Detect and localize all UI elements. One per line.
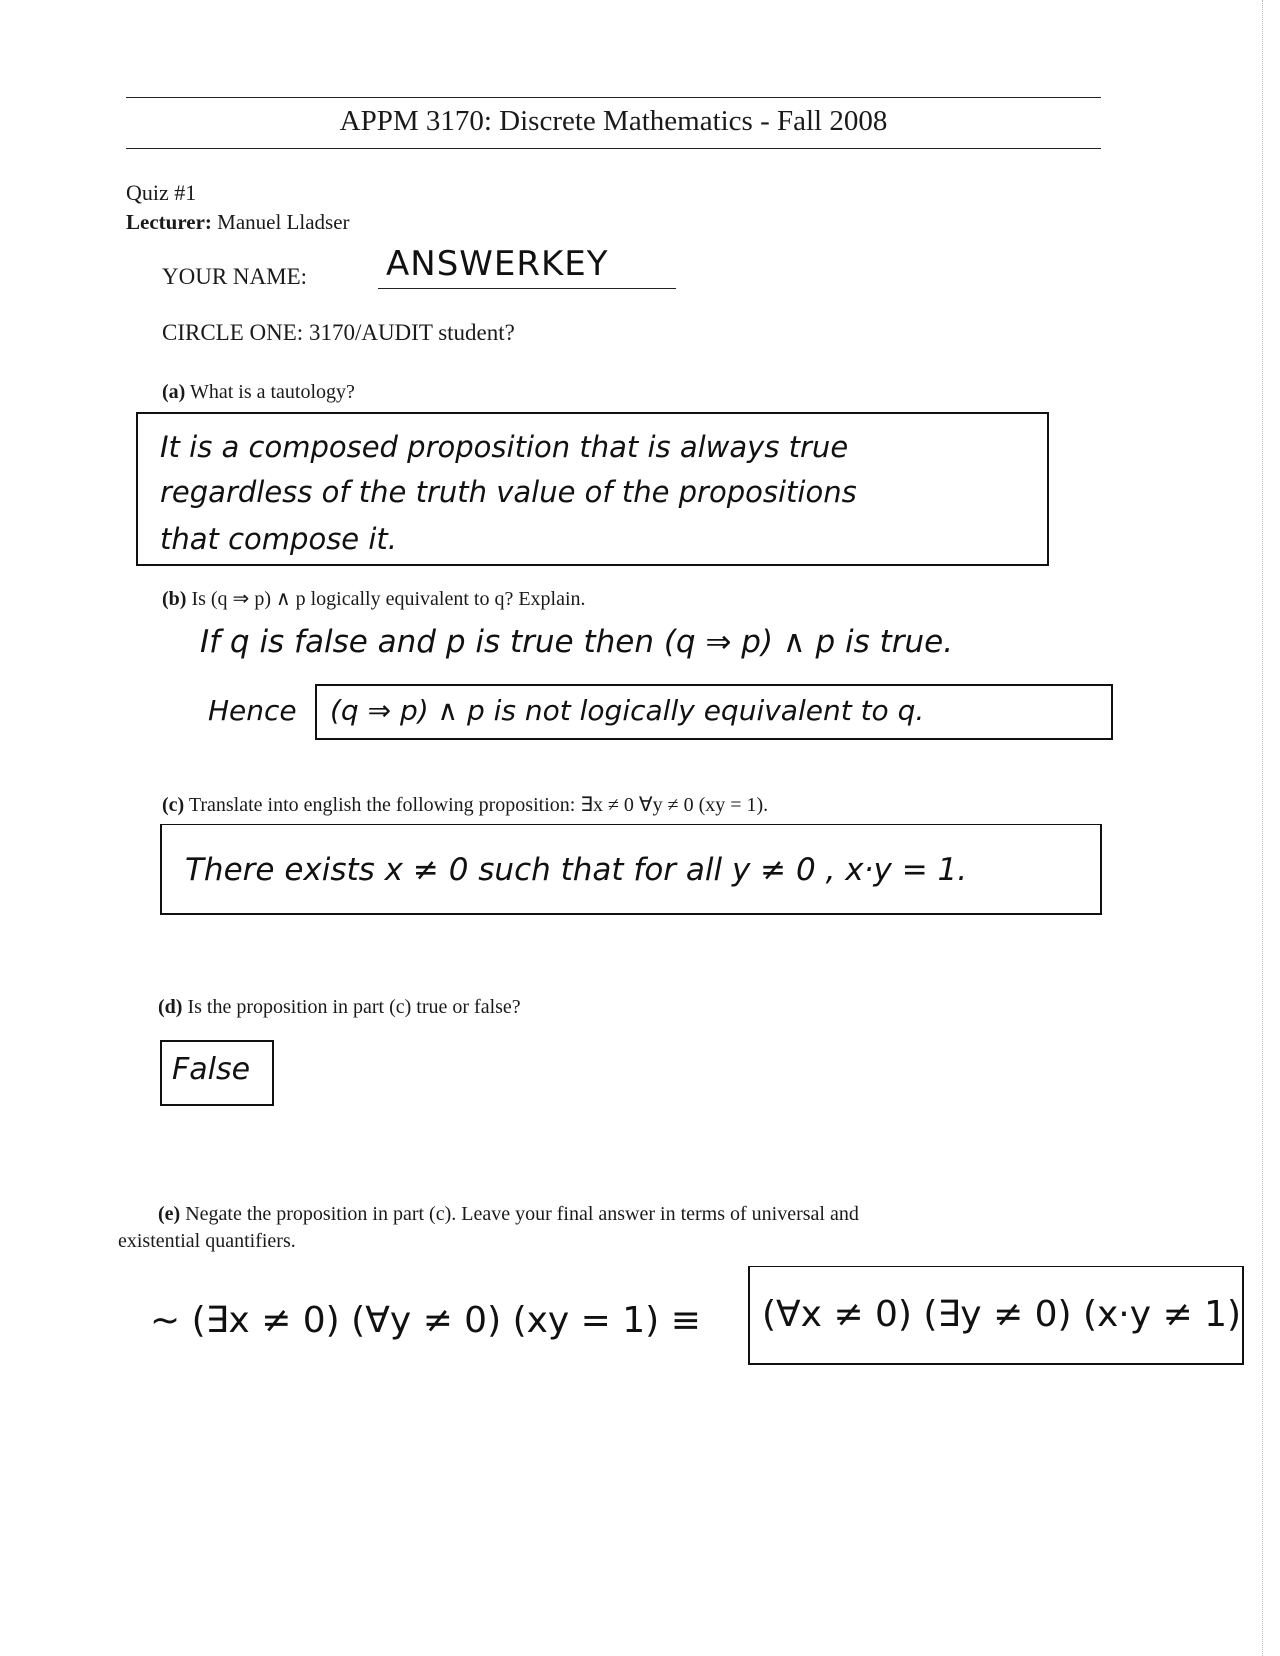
question-c-tag: (c) (162, 794, 185, 816)
page-edge (1262, 0, 1263, 1656)
question-b-tag: (b) (162, 588, 187, 610)
header-top-rule (126, 97, 1101, 98)
question-e-prompt-2: existential quantifiers. (118, 1230, 296, 1252)
question-a-prompt: What is a tautology? (189, 381, 355, 403)
name-underline (378, 288, 676, 289)
circle-one-prompt: CIRCLE ONE: 3170/AUDIT student? (162, 320, 515, 345)
question-e-prompt-1: Negate the proposition in part (c). Leave your final answer in terms of universal and (185, 1203, 859, 1225)
answer-e-lhs: ~ (∃x ≠ 0) (∀y ≠ 0) (xy = 1) ≡ (150, 1300, 701, 1341)
lecturer-label: Lecturer: (126, 210, 212, 234)
question-b (162, 586, 586, 611)
question-d-tag: (d) (158, 996, 183, 1018)
answer-a-line2: regardless of the truth value of the propositions (160, 475, 857, 509)
question-e-line1 (158, 1203, 859, 1226)
question-c-prompt: Translate into english the following proposition: ∃x ≠ 0 ∀y ≠ 0 (xy = 1). (188, 794, 769, 816)
quiz-number: Quiz #1 (126, 180, 197, 205)
question-a-tag: (a) (162, 381, 186, 403)
lecturer-name: Manuel Lladser (217, 210, 350, 234)
question-b-prompt: Is (q ⇒ p) ∧ p logically equivalent to q? Explain. (191, 588, 586, 610)
answer-a-line3: that compose it. (160, 522, 398, 556)
page-title: APPM 3170: Discrete Mathematics - Fall 2008 (339, 105, 888, 137)
answer-b-boxed: (q ⇒ p) ∧ p is not logically equivalent to q. (330, 694, 925, 727)
question-d-prompt: Is the proposition in part (c) true or false? (187, 996, 521, 1018)
answer-b-line1: If q is false and p is true then (q ⇒ p) ∧ p is true. (200, 624, 954, 660)
question-a (162, 381, 355, 404)
answer-a-line1: It is a composed proposition that is always true (160, 430, 849, 464)
answer-b-prefix: Hence (208, 694, 297, 727)
header-bottom-rule (126, 148, 1101, 149)
lecturer-line (126, 210, 350, 235)
question-c (162, 792, 768, 817)
answer-d-text: False (172, 1052, 251, 1087)
question-e-tag: (e) (158, 1203, 181, 1225)
question-d (158, 996, 521, 1019)
answer-c-text: There exists x ≠ 0 such that for all y ≠ 0 , x·y = 1. (185, 852, 968, 888)
answer-e-rhs: (∀x ≠ 0) (∃y ≠ 0) (x·y ≠ 1) (762, 1294, 1242, 1335)
name-label: YOUR NAME: (162, 264, 308, 289)
name-value: ANSWERKEY (386, 244, 609, 284)
